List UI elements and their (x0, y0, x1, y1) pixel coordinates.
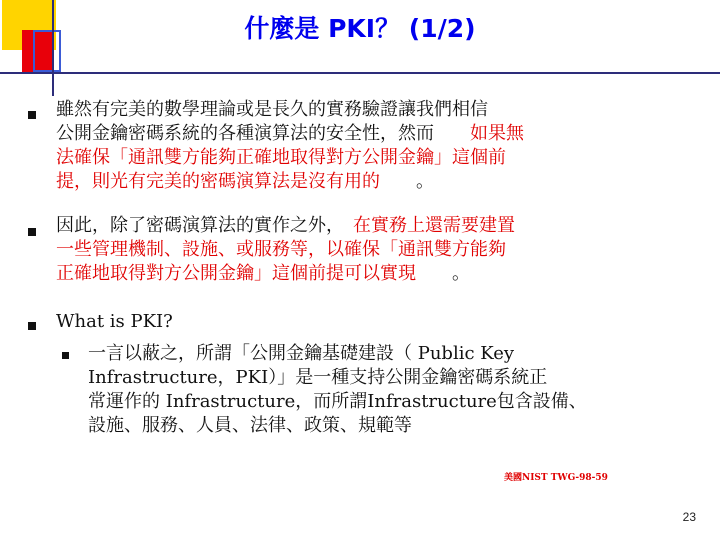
emphasis-text-run: 正確地取得對方公開金鑰」這個前提可以實現 (56, 263, 452, 284)
bullet-text-2 (56, 214, 692, 286)
sub-square-bullet-icon (62, 352, 69, 359)
text-run: 雖然有完美的數學理論或是長久的實務驗證讓我們相信 (56, 99, 488, 120)
text-run: 因此，除了密碼演算法的實作之外， (56, 215, 353, 236)
text-run: 。 (416, 171, 434, 192)
text-line (56, 146, 692, 170)
decor-vertical-rule (52, 0, 54, 96)
page-number: 23 (682, 510, 696, 524)
text-line (56, 170, 692, 194)
emphasis-text-run: 一些管理機制、設施、或服務等，以確保「通訊雙方能夠 (56, 239, 506, 260)
slide-title: 什麼是 PKI？ (1/2) (244, 14, 476, 43)
sub-bullet-text-1 (88, 342, 700, 438)
decor-horizontal-rule (0, 72, 720, 74)
text-run: 一言以蔽之，所謂「公開金鑰基礎建設（ Public Key (88, 343, 515, 364)
square-bullet-icon (28, 322, 36, 330)
text-run: Infrastructure，PKI）」是一種支持公開金鑰密碼系統正 (88, 367, 548, 388)
square-bullet-icon (28, 228, 36, 236)
text-line (56, 122, 692, 146)
text-line (56, 238, 692, 262)
emphasis-text-run: 在實務上還需要建置 (353, 215, 515, 236)
source-citation: 美國NIST TWG-98-59 (504, 473, 608, 483)
emphasis-text-run: 提，則光有完美的密碼演算法是沒有用的 (56, 171, 416, 192)
text-line (56, 98, 692, 122)
text-run: 。 (452, 263, 470, 284)
text-line (56, 214, 692, 238)
text-line (88, 366, 700, 390)
bullet-text-1 (56, 98, 692, 194)
text-run: 公開金鑰密碼系統的各種演算法的安全性，然而 (56, 123, 470, 144)
text-line (56, 310, 692, 334)
text-run: 設施、服務、人員、法律、政策、規範等 (88, 415, 412, 436)
emphasis-text-run: 法確保「通訊雙方能夠正確地取得對方公開金鑰」這個前 (56, 147, 506, 168)
text-line (88, 414, 700, 438)
square-bullet-icon (28, 111, 36, 119)
text-line (56, 262, 692, 286)
decor-outline-square (33, 30, 61, 72)
emphasis-text-run: 如果無 (470, 123, 524, 144)
text-run: 常運作的 Infrastructure，而所謂Infrastructure包含設備、 (88, 391, 587, 412)
text-run: What is PKI? (56, 311, 173, 332)
text-line (88, 342, 700, 366)
bullet-text-3 (56, 310, 692, 334)
text-line (88, 390, 700, 414)
